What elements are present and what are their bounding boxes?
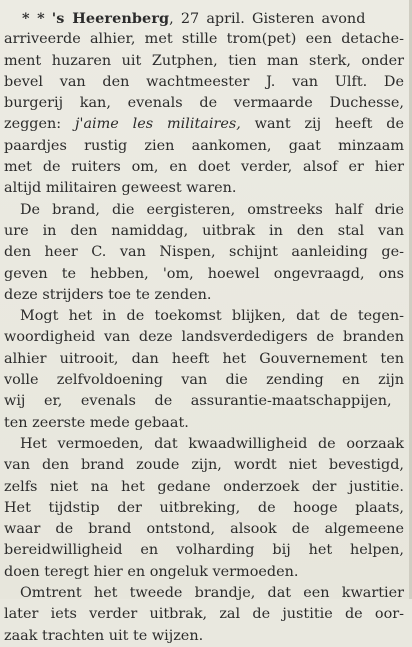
article-line — [0, 391, 412, 412]
article-line — [0, 200, 412, 221]
line-text: altijd militairen geweest waren. — [4, 180, 237, 197]
line-text: later iets verder uitbrak, zal de justitie de oor- — [4, 606, 404, 623]
article-line — [0, 327, 412, 348]
asterisks: * * — [22, 10, 45, 27]
line-text: bevel van den wachtmeester J. van Ulft. De — [4, 73, 404, 90]
article-line — [0, 136, 412, 157]
article-line — [0, 583, 412, 604]
article-line — [0, 29, 412, 50]
line-text: waar de brand ontstond, alsook de algemeene — [4, 521, 404, 538]
line-text: doen teregt hier en ongeluk vermoeden. — [4, 563, 299, 580]
article-line — [0, 540, 412, 561]
article-line — [0, 477, 412, 498]
place-name: 's Heerenberg — [51, 10, 170, 27]
article-line — [0, 498, 412, 519]
article-line — [0, 72, 412, 93]
line-text: ure in den namiddag, uitbrak in den stal van — [4, 222, 404, 239]
headline-text: , 27 april. Gisteren avond — [169, 11, 366, 27]
line-text: wij er, evenals de assurantie-maatschappijen, — [4, 393, 392, 410]
line-text: Omtrent het tweede brandje, dat een kwartier — [20, 585, 404, 602]
line-text: ten zeerste mede gebaat. — [4, 414, 189, 431]
article-line — [0, 306, 412, 327]
line-text: met de ruiters om, en doet verder, alsof er hier — [4, 159, 404, 176]
line-text: De brand, die eergisteren, omstreeks half drie — [20, 201, 404, 218]
article-line — [0, 221, 412, 242]
article-line — [0, 349, 412, 370]
line-text: zelfs niet na het gedane onderzoek der justitie. — [4, 478, 404, 495]
article-line — [0, 242, 412, 263]
line-text: burgerij kan, evenals de vermaarde Duchesse, — [4, 95, 404, 112]
article-line — [0, 519, 412, 540]
line-text: woordigheid van deze landsverdedigers de branden — [4, 329, 404, 346]
italic-quote: j'aime les militaires, — [75, 116, 241, 133]
article-line — [0, 157, 412, 178]
article-line — [0, 626, 412, 647]
article-line — [0, 178, 412, 199]
article-line — [0, 413, 412, 434]
article-line — [0, 114, 412, 135]
article-body — [0, 8, 412, 647]
line-text: ment huzaren uit Zutphen, tien man sterk, onder — [4, 52, 404, 69]
line-text: van den brand zoude zijn, wordt niet bevestigd, — [4, 457, 404, 474]
line-text: zaak trachten uit te wijzen. — [4, 627, 204, 644]
line-text: geven te hebben, 'om, hoewel ongevraagd, ons — [4, 265, 404, 282]
line-text: Mogt het in de toekomst blijken, dat de tegen- — [20, 308, 404, 325]
article-line — [0, 370, 412, 391]
line-text: den heer C. van Nispen, schijnt aanleiding ge- — [4, 244, 404, 261]
line-text: Het vermoeden, dat kwaadwilligheid de oorzaak — [20, 435, 404, 452]
article-line — [0, 455, 412, 476]
line-text: paardjes rustig zien aankomen, gaat minzaam — [4, 137, 404, 154]
line-text: alhier uitrooit, dan heeft het Gouvernement ten — [4, 350, 404, 367]
article-line — [0, 264, 412, 285]
line-text: want zij heeft de — [240, 116, 404, 133]
article-line — [0, 285, 412, 306]
article-line — [0, 604, 412, 625]
article-line — [0, 562, 412, 583]
line-text: volle zelfvoldoening van die zending en zijn — [4, 372, 404, 389]
line-text: bereidwilligheid en volharding bij het helpen, — [4, 542, 404, 559]
line-text: zeggen: — [4, 116, 76, 133]
article-line — [0, 93, 412, 114]
article-line — [0, 51, 412, 72]
article-line — [0, 434, 412, 455]
line-text: arriveerde alhier, met stille trom(pet) een detache- — [4, 31, 404, 48]
line-text: Het tijdstip der uitbreking, de hooge plaats, — [4, 499, 404, 516]
article-headline-line — [0, 8, 412, 29]
line-text: deze strijders toe te zenden. — [4, 286, 212, 303]
